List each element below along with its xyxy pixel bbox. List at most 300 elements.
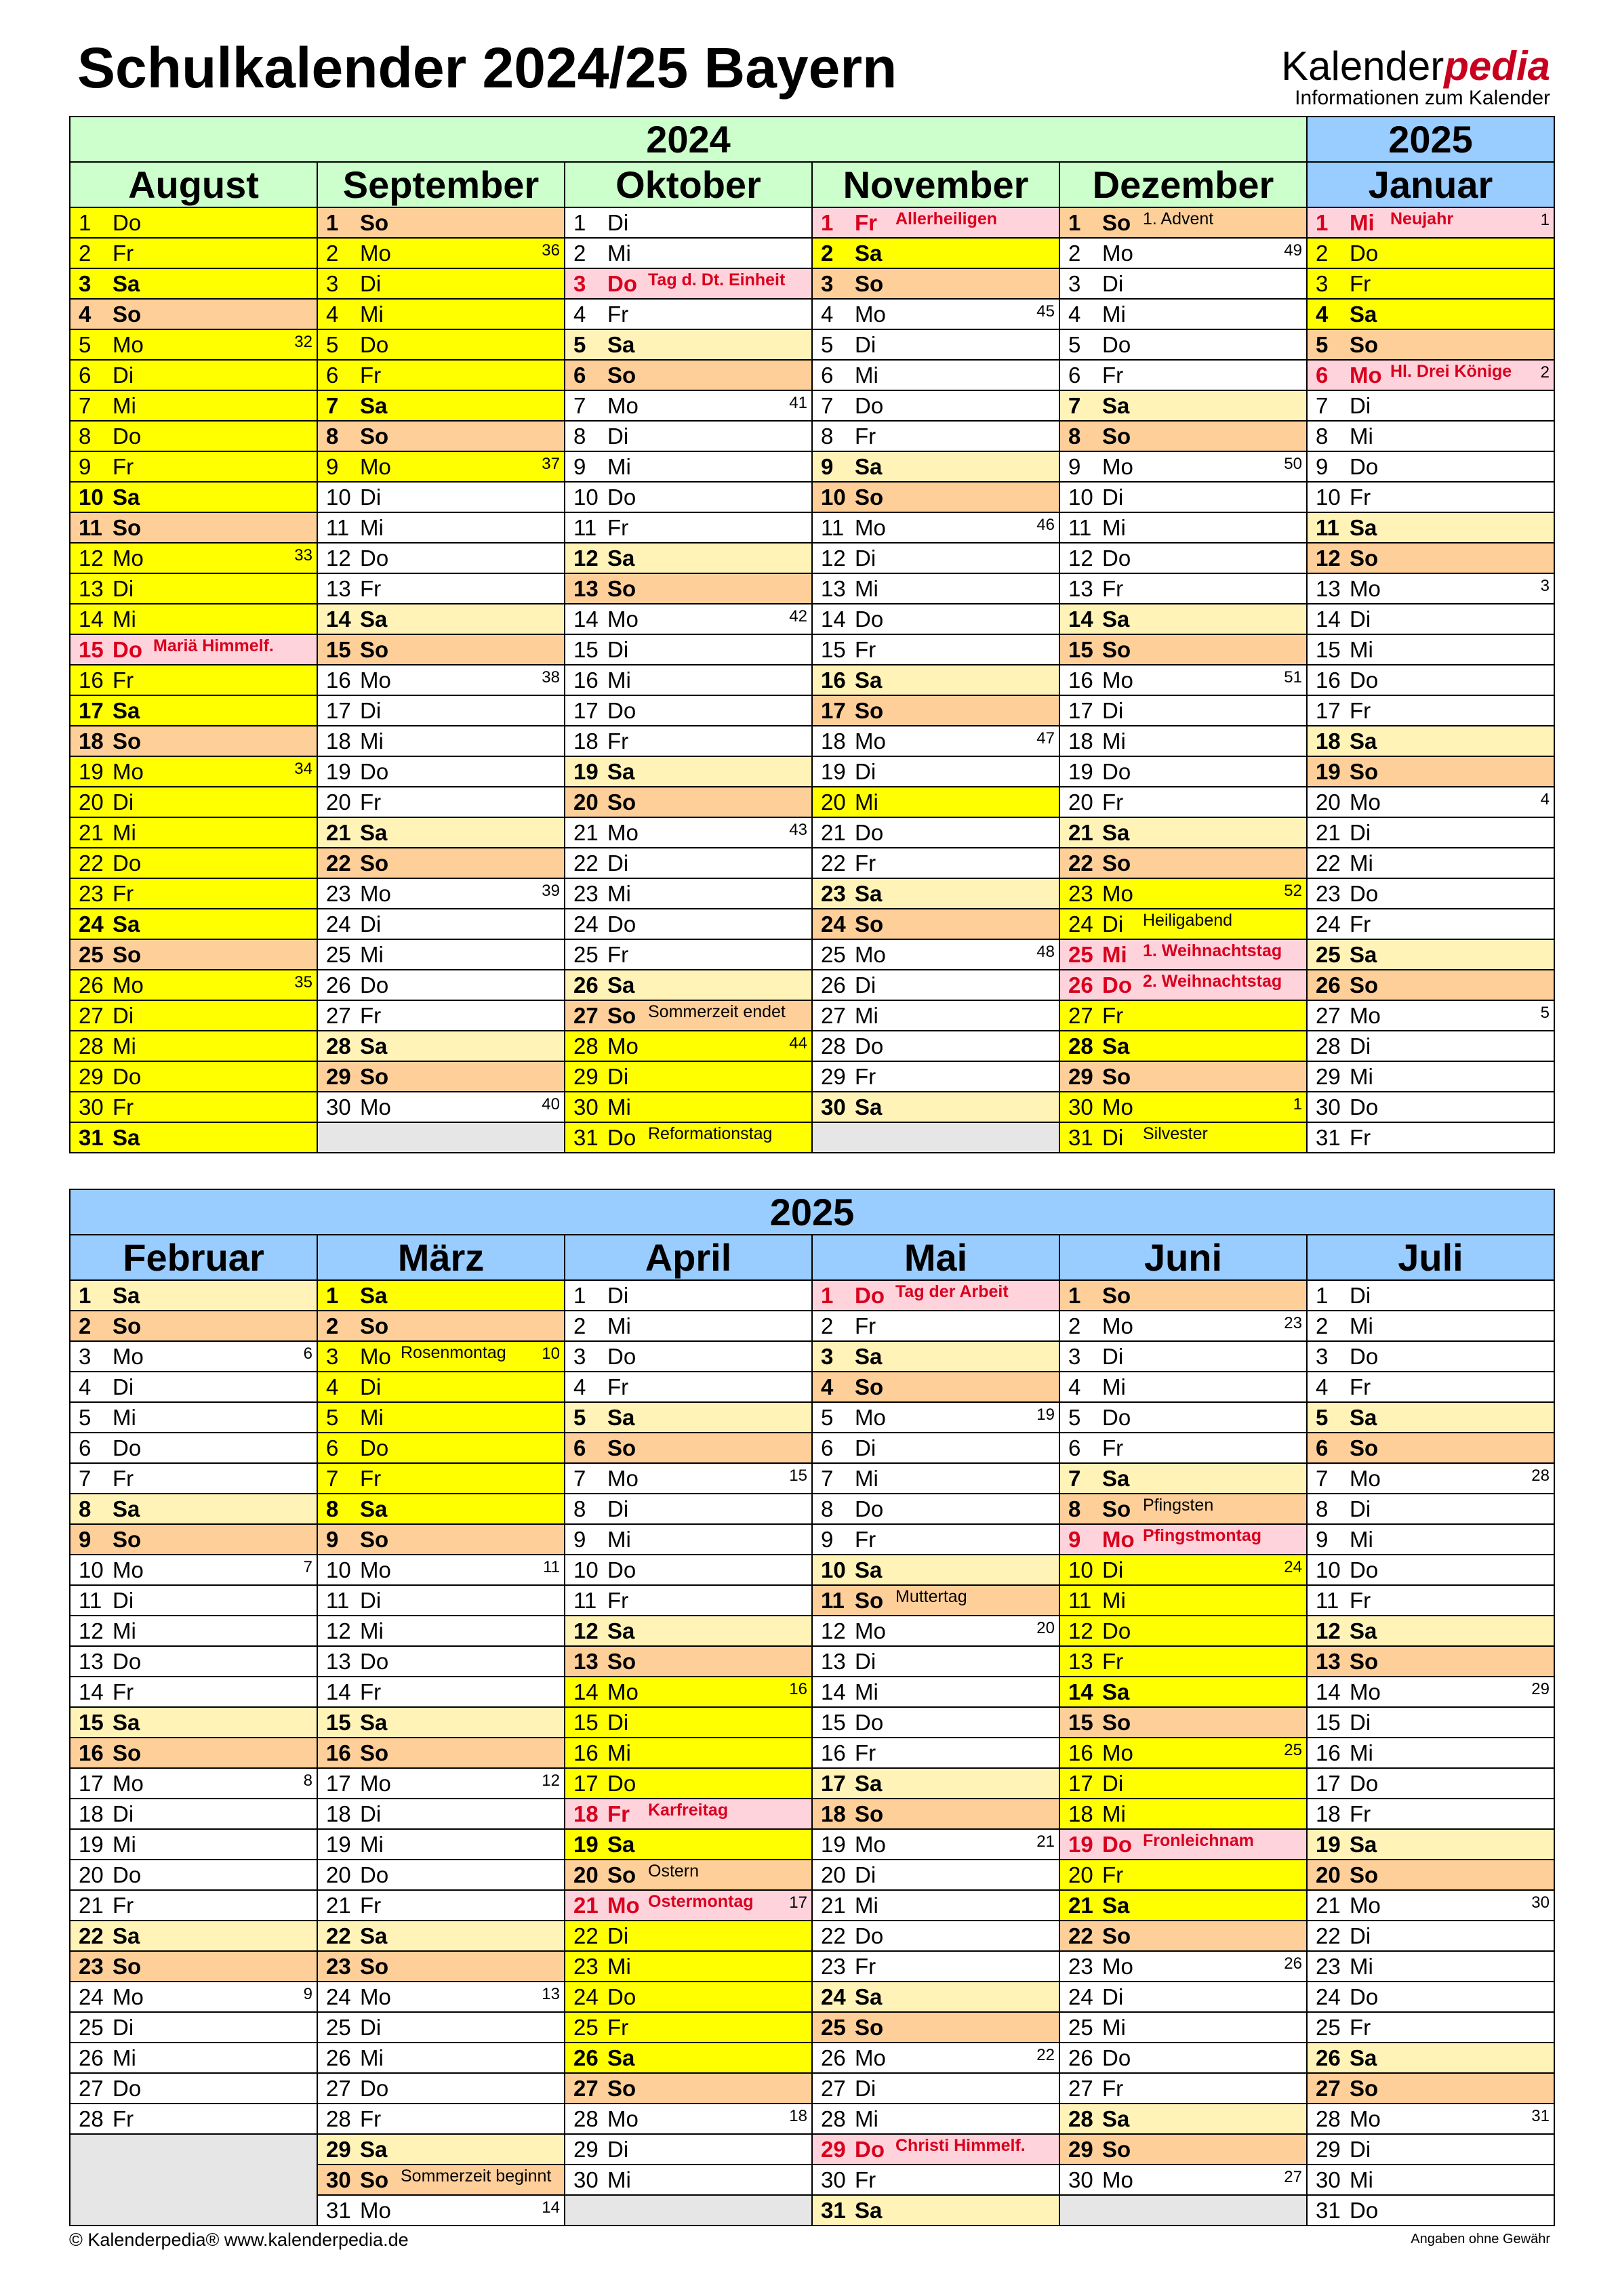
- weekday: Fr: [1350, 1374, 1371, 1399]
- day-number: 14: [573, 1679, 599, 1704]
- weekday: Mi: [607, 881, 631, 906]
- day-number: 12: [1316, 1618, 1341, 1643]
- weekday: So: [855, 911, 884, 937]
- weekday: Do: [607, 1984, 636, 2009]
- day-cell: [813, 1830, 1060, 1860]
- day-cell: [813, 2074, 1060, 2104]
- day-number: 5: [821, 1405, 834, 1430]
- day-cell: [1308, 757, 1555, 787]
- weekday: Sa: [360, 393, 388, 418]
- day-cell: [1060, 604, 1308, 635]
- day-cell: [70, 544, 318, 574]
- weekday: Do: [1102, 1405, 1131, 1430]
- weekday: Di: [1350, 2137, 1371, 2162]
- brand-name-main: Kalender: [1281, 43, 1444, 89]
- day-number: 24: [1068, 911, 1093, 937]
- day-number: 18: [821, 1801, 846, 1826]
- weekday: So: [1102, 210, 1131, 235]
- day-number: 16: [79, 1740, 104, 1765]
- weekday: Sa: [1102, 2106, 1130, 2131]
- weekday: Mo: [1350, 2106, 1381, 2131]
- day-cell: [1308, 1769, 1555, 1799]
- day-cell: [1060, 1799, 1308, 1830]
- weekday: So: [1102, 1710, 1131, 1735]
- weekday: Mi: [607, 241, 631, 266]
- day-cell: [1060, 2043, 1308, 2074]
- day-number: 16: [1068, 1740, 1093, 1765]
- day-number: 19: [821, 1832, 846, 1857]
- weekday: Sa: [607, 546, 635, 571]
- day-cell: [1060, 391, 1308, 422]
- day-number: 16: [573, 668, 599, 693]
- day-number: 3: [1316, 1344, 1329, 1369]
- weekday: Sa: [855, 241, 883, 266]
- weekday: Mi: [607, 1740, 631, 1765]
- day-number: 10: [79, 1557, 104, 1582]
- day-number: 30: [1316, 1094, 1341, 1120]
- day-number: 2: [821, 241, 834, 266]
- day-cell: [70, 1525, 318, 1555]
- day-cell: [1060, 513, 1308, 544]
- month-column: [813, 1281, 1060, 2226]
- day-cell: [813, 1062, 1060, 1092]
- weekday: Fr: [855, 1313, 876, 1338]
- weekday: Di: [1350, 607, 1371, 632]
- week-number: 27: [1284, 2168, 1302, 2186]
- day-number: 10: [821, 1557, 846, 1582]
- day-number: 2: [573, 1313, 586, 1338]
- day-number: 24: [821, 911, 846, 937]
- weekday: So: [1350, 1862, 1379, 1887]
- day-cell: [1308, 848, 1555, 879]
- day-number: 23: [821, 1954, 846, 1979]
- weekday: Di: [360, 698, 382, 723]
- day-number: 4: [821, 1374, 834, 1399]
- week-number: 17: [789, 1893, 807, 1912]
- page-title: Schulkalender 2024/25 Bayern: [77, 36, 897, 100]
- day-note: Mariä Himmelf.: [153, 636, 274, 655]
- day-number: 31: [1316, 1125, 1341, 1150]
- day-cell: [70, 665, 318, 696]
- day-cell: [1308, 1647, 1555, 1677]
- brand-name: [1281, 43, 1550, 89]
- week-number: 16: [789, 1680, 807, 1698]
- day-cell: [813, 391, 1060, 422]
- weekday: Di: [1102, 271, 1124, 296]
- month-header: September: [318, 163, 565, 208]
- day-number: 18: [821, 729, 846, 754]
- day-number: 20: [1316, 790, 1341, 815]
- weekday: So: [607, 2076, 636, 2101]
- weekday: Mi: [607, 1313, 631, 1338]
- day-cell: [70, 726, 318, 757]
- day-number: 29: [326, 2137, 351, 2162]
- day-cell: [813, 422, 1060, 452]
- weekday: Fr: [1102, 2076, 1124, 2101]
- weekday: Di: [855, 759, 876, 784]
- week-number: 48: [1036, 943, 1055, 961]
- day-number: 17: [821, 1771, 846, 1796]
- weekday: Fr: [607, 942, 629, 967]
- day-cell: [1308, 2074, 1555, 2104]
- weekday: Do: [607, 485, 636, 510]
- day-note: Karfreitag: [648, 1801, 729, 1820]
- weekday: Do: [855, 1710, 884, 1735]
- day-number: 13: [573, 1649, 599, 1674]
- day-number: 18: [326, 1801, 351, 1826]
- day-cell: [565, 361, 813, 391]
- day-cell: [1060, 1555, 1308, 1586]
- day-number: 20: [79, 790, 104, 815]
- weekday: Do: [855, 393, 884, 418]
- day-cell: [813, 1372, 1060, 1403]
- year-header: 2025: [1308, 117, 1555, 163]
- year-header-row: [70, 1190, 1555, 1235]
- day-cell: [1308, 1799, 1555, 1830]
- weekday: Do: [607, 271, 637, 296]
- day-number: 5: [79, 332, 92, 357]
- day-cell: [70, 1464, 318, 1494]
- weekday: Di: [1102, 1771, 1124, 1796]
- day-cell: [565, 1555, 813, 1586]
- weekday: So: [360, 424, 389, 449]
- day-number: 5: [326, 1405, 339, 1430]
- day-cell: [1308, 1982, 1555, 2013]
- weekday: Mo: [360, 1771, 391, 1796]
- day-cell: [813, 1494, 1060, 1525]
- day-number: 22: [326, 1923, 351, 1948]
- weekday: Fr: [1350, 1125, 1371, 1150]
- day-cell: [565, 726, 813, 757]
- weekday: Mo: [607, 393, 639, 418]
- day-cell: [318, 513, 565, 544]
- day-number: 7: [573, 393, 586, 418]
- day-number: 5: [326, 332, 339, 357]
- day-cell: [70, 1891, 318, 1921]
- day-number: 23: [573, 881, 599, 906]
- week-number: 14: [542, 2198, 560, 2217]
- day-number: 26: [79, 2045, 104, 2070]
- day-number: 31: [1068, 1125, 1093, 1150]
- day-number: 9: [79, 454, 92, 479]
- month-header: Juni: [1060, 1235, 1308, 1281]
- weekday: Fr: [113, 668, 134, 693]
- day-number: 30: [326, 1094, 351, 1120]
- day-number: 22: [1068, 850, 1093, 876]
- day-number: 6: [1316, 1435, 1329, 1460]
- day-cell: [1060, 1403, 1308, 1433]
- day-number: 19: [326, 1832, 351, 1857]
- day-number: 3: [79, 271, 92, 296]
- weekday: Di: [360, 485, 382, 510]
- day-cell: [813, 1031, 1060, 1062]
- day-cell: [70, 818, 318, 848]
- day-cell: [813, 2165, 1060, 2196]
- weekday: So: [113, 1954, 142, 1979]
- day-cell: [70, 483, 318, 513]
- week-number: 3: [1540, 577, 1550, 595]
- day-cell: [565, 665, 813, 696]
- day-number: 19: [1316, 1832, 1341, 1857]
- weekday: Fr: [855, 1064, 876, 1089]
- day-number: 21: [573, 1893, 599, 1918]
- day-cell: [1060, 483, 1308, 513]
- day-number: 5: [1068, 1405, 1081, 1430]
- day-number: 2: [1316, 1313, 1329, 1338]
- day-cell: [318, 208, 565, 239]
- weekday: Mi: [1350, 424, 1373, 449]
- day-number: 11: [1316, 1588, 1339, 1613]
- day-note: Sommerzeit endet: [648, 1002, 786, 1021]
- day-number: 4: [573, 1374, 586, 1399]
- weekday: So: [360, 1740, 389, 1765]
- week-number: 43: [789, 821, 807, 839]
- weekday: Fr: [113, 2106, 134, 2131]
- weekday: Sa: [1350, 515, 1377, 540]
- day-number: 26: [326, 2045, 351, 2070]
- day-cell: [565, 1092, 813, 1123]
- day-cell: [1308, 239, 1555, 269]
- day-cell: [318, 1372, 565, 1403]
- day-cell: [565, 818, 813, 848]
- weekday: Sa: [360, 820, 388, 845]
- weekday: Di: [113, 1003, 134, 1028]
- day-cell: [565, 1062, 813, 1092]
- weekday: Mo: [607, 1466, 639, 1491]
- day-note: 1. Weihnachtstag: [1143, 941, 1282, 960]
- weekday: Di: [360, 1588, 382, 1613]
- day-cell: [318, 1403, 565, 1433]
- day-cell: [813, 635, 1060, 665]
- footer-disclaimer: Angaben ohne Gewähr: [1411, 2232, 1550, 2247]
- weekday: Mi: [607, 454, 631, 479]
- day-cell: [70, 909, 318, 940]
- day-number: 28: [573, 1033, 599, 1059]
- day-cell: [318, 2135, 565, 2165]
- day-number: 9: [1316, 1527, 1329, 1552]
- day-number: 26: [79, 972, 104, 998]
- weekday: Mo: [1102, 1954, 1133, 1979]
- weekday: Sa: [360, 607, 388, 632]
- day-note: Sommerzeit beginnt: [401, 2167, 552, 2186]
- day-number: 6: [821, 1435, 834, 1460]
- day-number: 31: [1316, 2198, 1341, 2223]
- month-column: [565, 1281, 813, 2226]
- day-cell: [70, 513, 318, 544]
- weekday: Sa: [1102, 1679, 1130, 1704]
- day-number: 3: [573, 1344, 586, 1369]
- day-cell: [565, 269, 813, 300]
- weekday: Mo: [607, 820, 639, 845]
- day-number: 21: [1068, 1893, 1093, 1918]
- day-number: 5: [1316, 332, 1329, 357]
- day-number: 5: [79, 1405, 92, 1430]
- day-cell: [1060, 665, 1308, 696]
- week-number: 19: [1036, 1406, 1055, 1424]
- day-number: 25: [1068, 942, 1093, 967]
- weekday: Mi: [1350, 1527, 1373, 1552]
- day-cell: [565, 544, 813, 574]
- day-number: 23: [326, 1954, 351, 1979]
- weekday: Fr: [607, 515, 629, 540]
- day-cell: [70, 1281, 318, 1311]
- weekday: Mi: [113, 1405, 136, 1430]
- day-number: 12: [821, 546, 846, 571]
- day-number: 24: [821, 1984, 846, 2009]
- day-cell: [1308, 2104, 1555, 2135]
- day-number: 16: [1316, 1740, 1341, 1765]
- weekday: Sa: [1102, 607, 1130, 632]
- day-number: 10: [1068, 485, 1093, 510]
- day-number: 11: [1316, 515, 1339, 540]
- day-number: 3: [573, 271, 586, 296]
- day-cell: [70, 1403, 318, 1433]
- day-number: 18: [1068, 729, 1093, 754]
- weekday: Sa: [855, 1094, 883, 1120]
- weekday: Di: [607, 2137, 629, 2162]
- day-number: 28: [326, 2106, 351, 2131]
- day-number: 20: [326, 790, 351, 815]
- weekday: Fr: [1102, 1862, 1124, 1887]
- weekday: Mo: [1102, 1313, 1133, 1338]
- month-columns: [70, 1281, 1555, 2226]
- day-number: 10: [1316, 485, 1341, 510]
- day-cell: [1308, 665, 1555, 696]
- weekday: Mi: [360, 1832, 384, 1857]
- weekday: So: [1102, 2137, 1131, 2162]
- weekday: Fr: [1350, 485, 1371, 510]
- day-cell: [1308, 2165, 1555, 2196]
- day-number: 17: [1316, 1771, 1341, 1796]
- weekday: Do: [360, 546, 389, 571]
- weekday: Mo: [1350, 790, 1381, 815]
- day-number: 23: [79, 881, 104, 906]
- day-number: 25: [1316, 942, 1341, 967]
- day-cell: [1060, 848, 1308, 879]
- week-number: 38: [542, 668, 560, 686]
- weekday: Do: [855, 1923, 884, 1948]
- day-cell: [565, 1281, 813, 1311]
- day-cell: [813, 2135, 1060, 2165]
- day-cell: [70, 970, 318, 1001]
- weekday: So: [360, 1064, 389, 1089]
- weekday: Mo: [1350, 1893, 1381, 1918]
- day-number: 27: [1068, 1003, 1093, 1028]
- day-cell: [565, 2043, 813, 2074]
- day-number: 27: [1316, 2076, 1341, 2101]
- day-number: 2: [79, 1313, 92, 1338]
- day-cell: [1060, 544, 1308, 574]
- day-number: 4: [79, 1374, 92, 1399]
- day-number: 4: [1068, 302, 1081, 327]
- empty-cell: [1060, 2196, 1308, 2226]
- weekday: Fr: [607, 2015, 629, 2040]
- day-cell: [565, 1677, 813, 1708]
- day-cell: [1060, 1433, 1308, 1464]
- weekday: Mi: [1102, 1801, 1126, 1826]
- weekday: Mi: [113, 393, 136, 418]
- day-number: 27: [1068, 2076, 1093, 2101]
- weekday: Fr: [113, 1679, 134, 1704]
- day-cell: [318, 239, 565, 269]
- day-number: 19: [573, 759, 599, 784]
- weekday: So: [607, 363, 636, 388]
- month-column: [318, 1281, 565, 2226]
- weekday: Mi: [1102, 2015, 1126, 2040]
- day-cell: [813, 483, 1060, 513]
- day-cell: [318, 2013, 565, 2043]
- day-number: 10: [326, 485, 351, 510]
- empty-cell: [318, 1123, 565, 1153]
- weekday: Fr: [113, 881, 134, 906]
- day-cell: [318, 1342, 565, 1372]
- day-cell: [70, 1372, 318, 1403]
- weekday: Fr: [855, 1954, 876, 1979]
- day-number: 10: [821, 485, 846, 510]
- day-number: 9: [573, 454, 586, 479]
- day-number: 17: [326, 1771, 351, 1796]
- day-cell: [70, 208, 318, 239]
- day-number: 7: [821, 1466, 834, 1491]
- day-number: 7: [821, 393, 834, 418]
- day-cell: [1308, 1708, 1555, 1738]
- day-cell: [70, 604, 318, 635]
- weekday: Mo: [1102, 1094, 1133, 1120]
- weekday: Do: [607, 1344, 636, 1369]
- day-cell: [1060, 726, 1308, 757]
- day-cell: [70, 330, 318, 361]
- weekday: Mo: [1102, 2167, 1133, 2192]
- day-cell: [565, 513, 813, 544]
- day-number: 17: [1068, 698, 1093, 723]
- day-cell: [1308, 1891, 1555, 1921]
- day-number: 12: [821, 1618, 846, 1643]
- day-number: 1: [1068, 210, 1081, 235]
- day-cell: [1308, 208, 1555, 239]
- day-number: 5: [1316, 1405, 1329, 1430]
- day-cell: [318, 1555, 565, 1586]
- weekday: Mi: [1350, 1954, 1373, 1979]
- weekday: Fr: [360, 790, 382, 815]
- day-number: 10: [1316, 1557, 1341, 1582]
- day-cell: [1060, 1677, 1308, 1708]
- weekday: Do: [855, 1033, 884, 1059]
- weekday: Sa: [1350, 1832, 1377, 1857]
- day-number: 19: [326, 759, 351, 784]
- brand-subtitle: Informationen zum Kalender: [1295, 87, 1550, 109]
- day-cell: [1308, 1921, 1555, 1952]
- day-number: 22: [1068, 1923, 1093, 1948]
- day-cell: [813, 361, 1060, 391]
- weekday: Mo: [855, 1405, 886, 1430]
- day-number: 16: [79, 668, 104, 693]
- week-number: 35: [294, 973, 312, 991]
- day-cell: [318, 422, 565, 452]
- weekday: Sa: [1350, 302, 1377, 327]
- weekday: Mo: [1350, 1679, 1381, 1704]
- weekday: So: [1350, 1649, 1379, 1674]
- weekday: So: [360, 1954, 389, 1979]
- day-number: 15: [821, 637, 846, 662]
- day-number: 21: [1316, 1893, 1341, 1918]
- day-number: 15: [1316, 1710, 1341, 1735]
- day-number: 25: [79, 2015, 104, 2040]
- month-column: [70, 208, 318, 1153]
- day-cell: [1060, 1494, 1308, 1525]
- day-cell: [1060, 1342, 1308, 1372]
- day-note: Ostern: [648, 1862, 700, 1881]
- weekday: Di: [1102, 1125, 1124, 1150]
